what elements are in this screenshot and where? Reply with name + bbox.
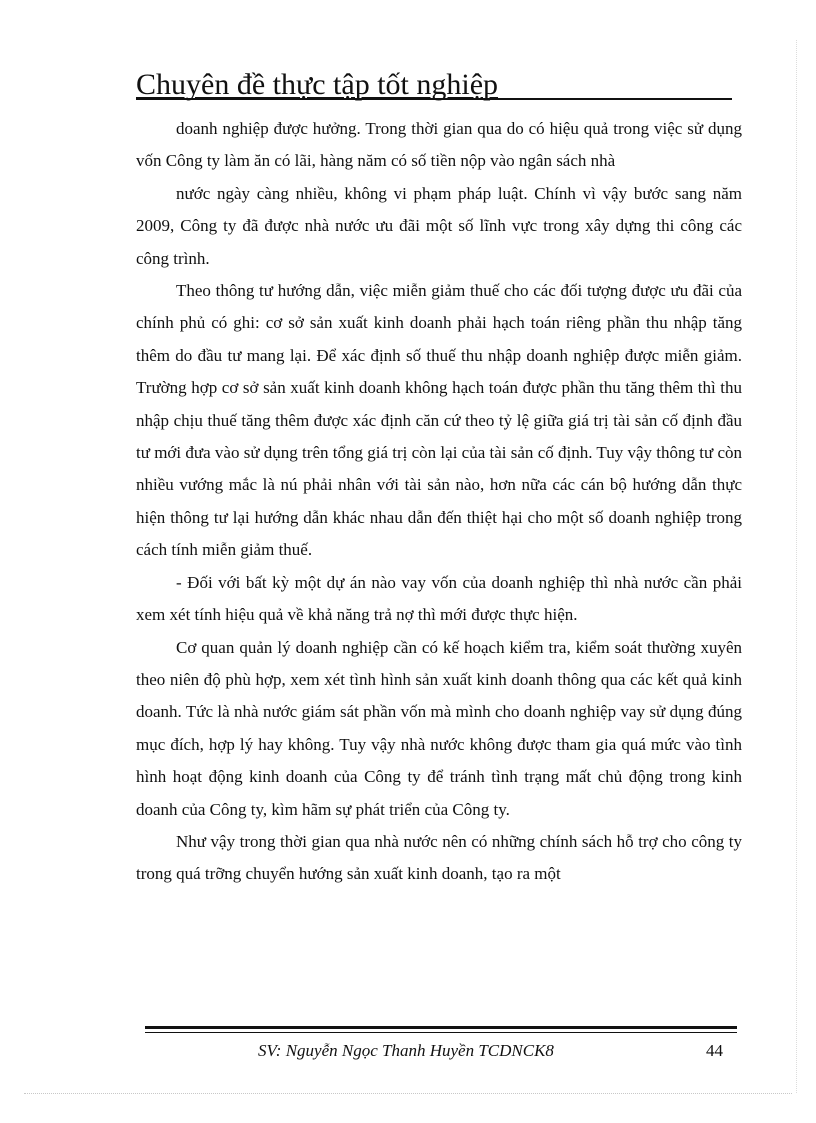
page-header bbox=[136, 68, 732, 104]
paragraph-2: nước ngày càng nhiều, không vi phạm pháp luật. Chính vì vậy bước sang năm 2009, Công ty đã được nhà nước ưu đãi một số lĩnh vực trong xây dựng thi công các công trình. bbox=[136, 183, 742, 268]
header-rule bbox=[136, 98, 732, 100]
paragraph-5: Cơ quan quản lý doanh nghiệp cần có kế hoạch kiểm tra, kiểm soát thường xuyên theo niên độ phù hợp, xem xét tình hình sản xuất kinh doanh thông qua các kết quả kinh doanh. Tức là nhà nước giám sát phần vốn mà mình cho doanh nghiệp vay sử dụng đúng mục đích, hợp lý hay không. Tuy vậy nhà nước không được tham gia quá mức vào tình hình hoạt động kinh doanh của Công ty để tránh tình trạng mất chủ động trong kinh doanh của Công ty, kìm hãm sự phát triển của Công ty. bbox=[136, 637, 742, 819]
page-number: 44 bbox=[706, 1041, 723, 1060]
page-edge-dotted-line bbox=[24, 1093, 792, 1094]
footer-rule-thin bbox=[145, 1032, 737, 1033]
paragraph-1: doanh nghiệp được hưởng. Trong thời gian qua do có hiệu quả trong việc sử dụng vốn Công ty làm ăn có lãi, hàng năm có số tiền nộp vào ngân sách nhà bbox=[136, 119, 742, 171]
paragraph-6: Như vậy trong thời gian qua nhà nước nên có những chính sách hỗ trợ cho công ty trong quá trỡng chuyển hướng sản xuất kinh doanh, tạo ra một bbox=[136, 831, 742, 884]
footer-author: SV: Nguyễn Ngọc Thanh Huyền TCDNCK8 bbox=[258, 1041, 554, 1060]
paragraph-4: - Đối với bất kỳ một dự án nào vay vốn của doanh nghiệp thì nhà nước cần phải xem xét tính hiệu quả về khả năng trả nợ thì mới được thực hiện. bbox=[136, 572, 742, 625]
paragraph-3: Theo thông tư hướng dẫn, việc miễn giảm thuế cho các đối tượng được ưu đãi của chính phủ có ghi: cơ sở sản xuất kinh doanh phải hạch toán riêng phần thu nhập tăng thêm do đầu tư mang lại. Để xác định số thuế thu nhập doanh nghiệp được miễn giảm. Trường hợp cơ sở sản xuất kinh doanh không hạch toán được phần thu tăng thêm thì thu nhập chịu thuế tăng thêm được xác định căn cứ theo tỷ lệ giữa giá trị tài sản cố định đầu tư mới đưa vào sử dụng trên tổng giá trị còn lại của tài sản cố định. Tuy vậy thông tư còn nhiều vướng mắc là nú phải nhân với tài sản nào, hơn nữa các cán bộ hướng dẫn thực hiện thông tư lại hướng dẫn khác nhau dẫn đến thiệt hại cho một số doanh nghiệp trong cách tính miễn giảm thuế. bbox=[136, 281, 742, 560]
footer-rule-thick bbox=[145, 1026, 737, 1029]
body-text bbox=[136, 113, 742, 891]
page-edge-dotted-line-right bbox=[796, 40, 797, 1093]
header-title: Chuyên đề thực tập tốt nghiệp bbox=[136, 68, 499, 101]
